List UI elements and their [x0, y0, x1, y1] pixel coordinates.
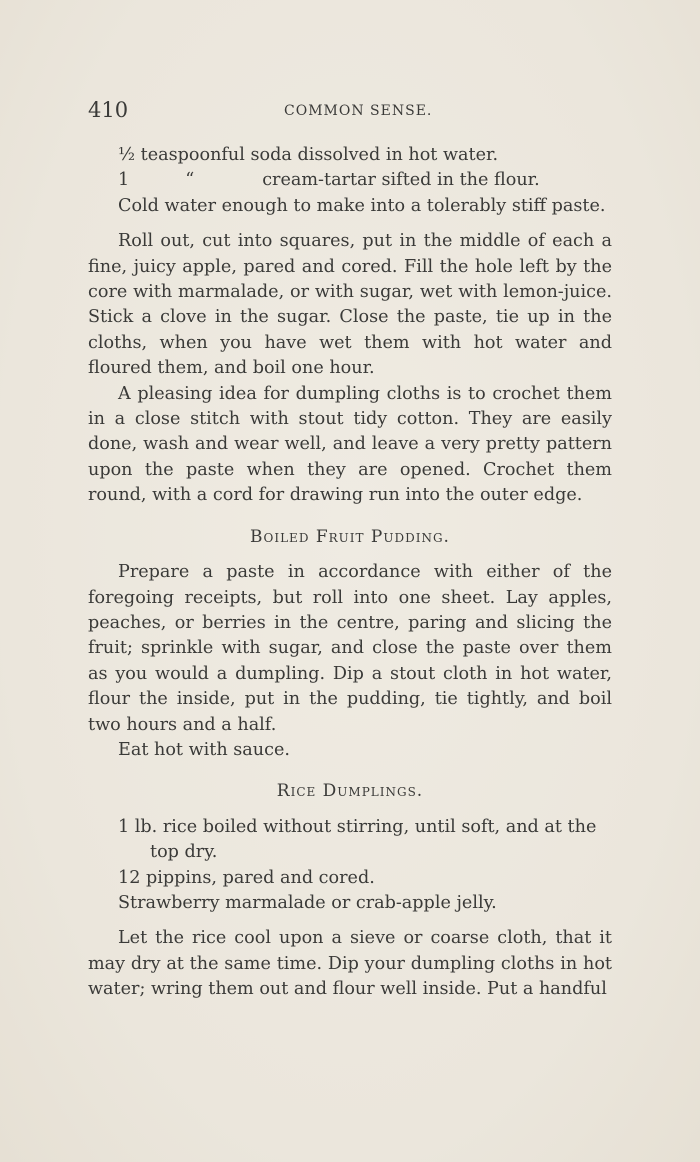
section-heading: Rice Dumplings.: [276, 781, 424, 802]
page-text: [88, 143, 612, 1003]
ingredient-line: Strawberry marmalade or crab-apple jelly.: [118, 892, 497, 913]
ingredient-line: 12 pippins, pared and cored.: [118, 867, 375, 888]
section-heading: Boiled Fruit Pudding.: [250, 526, 450, 547]
ingredient-qty: 1: [118, 170, 130, 191]
paragraph: Eat hot with sauce.: [118, 739, 290, 760]
ingredient-line: Cold water enough to make into a tolerably stiff paste.: [118, 195, 606, 216]
page-number: 410: [88, 98, 129, 122]
ingredient-line: ½ teaspoonful soda dissolved in hot water.: [118, 145, 499, 165]
paragraph: Roll out, cut into squares, put in the middle of each a fine, juicy apple, pared and cored. Fill the hole left by the core with marmalade, or with sugar, wet with lemon-juice. Stick a clove in the sugar. Close the paste, tie up in the cloths, when you have wet them with hot water and floured them, and boil one hour.: [88, 231, 612, 379]
ditto-mark: “: [185, 170, 195, 191]
ingredient-line: 1 lb. rice boiled without stirring, until soft, and at the top dry.: [118, 816, 597, 863]
paragraph: Let the rice cool upon a sieve or coarse cloth, that it may dry at the same time. Dip your dumpling cloths in hot water; wring them out and flour well inside. Put a handful: [88, 928, 612, 1000]
running-title: COMMON SENSE.: [284, 103, 433, 119]
paragraph: A pleasing idea for dumpling cloths is to crochet them in a close stitch with stout tidy cotton. They are easily done, wash and wear well, and leave a very pretty pattern upon the paste when they are opened. Crochet them round, with a cord for drawing run into the outer edge.: [88, 383, 612, 506]
running-header: [88, 98, 608, 128]
ingredient-line: [88, 168, 612, 193]
paragraph: Prepare a paste in accordance with either of the foregoing receipts, but roll into one sheet. Lay apples, peaches, or berries in the centre, paring and slicing the fruit; sprinkle with sugar, and close the paste over them as you would a dumpling. Dip a stout cloth in hot water, flour the inside, put in the pudding, tie tightly, and boil two hours and a half.: [88, 562, 612, 735]
ingredient-text: cream-tartar sifted in the flour.: [262, 170, 540, 191]
